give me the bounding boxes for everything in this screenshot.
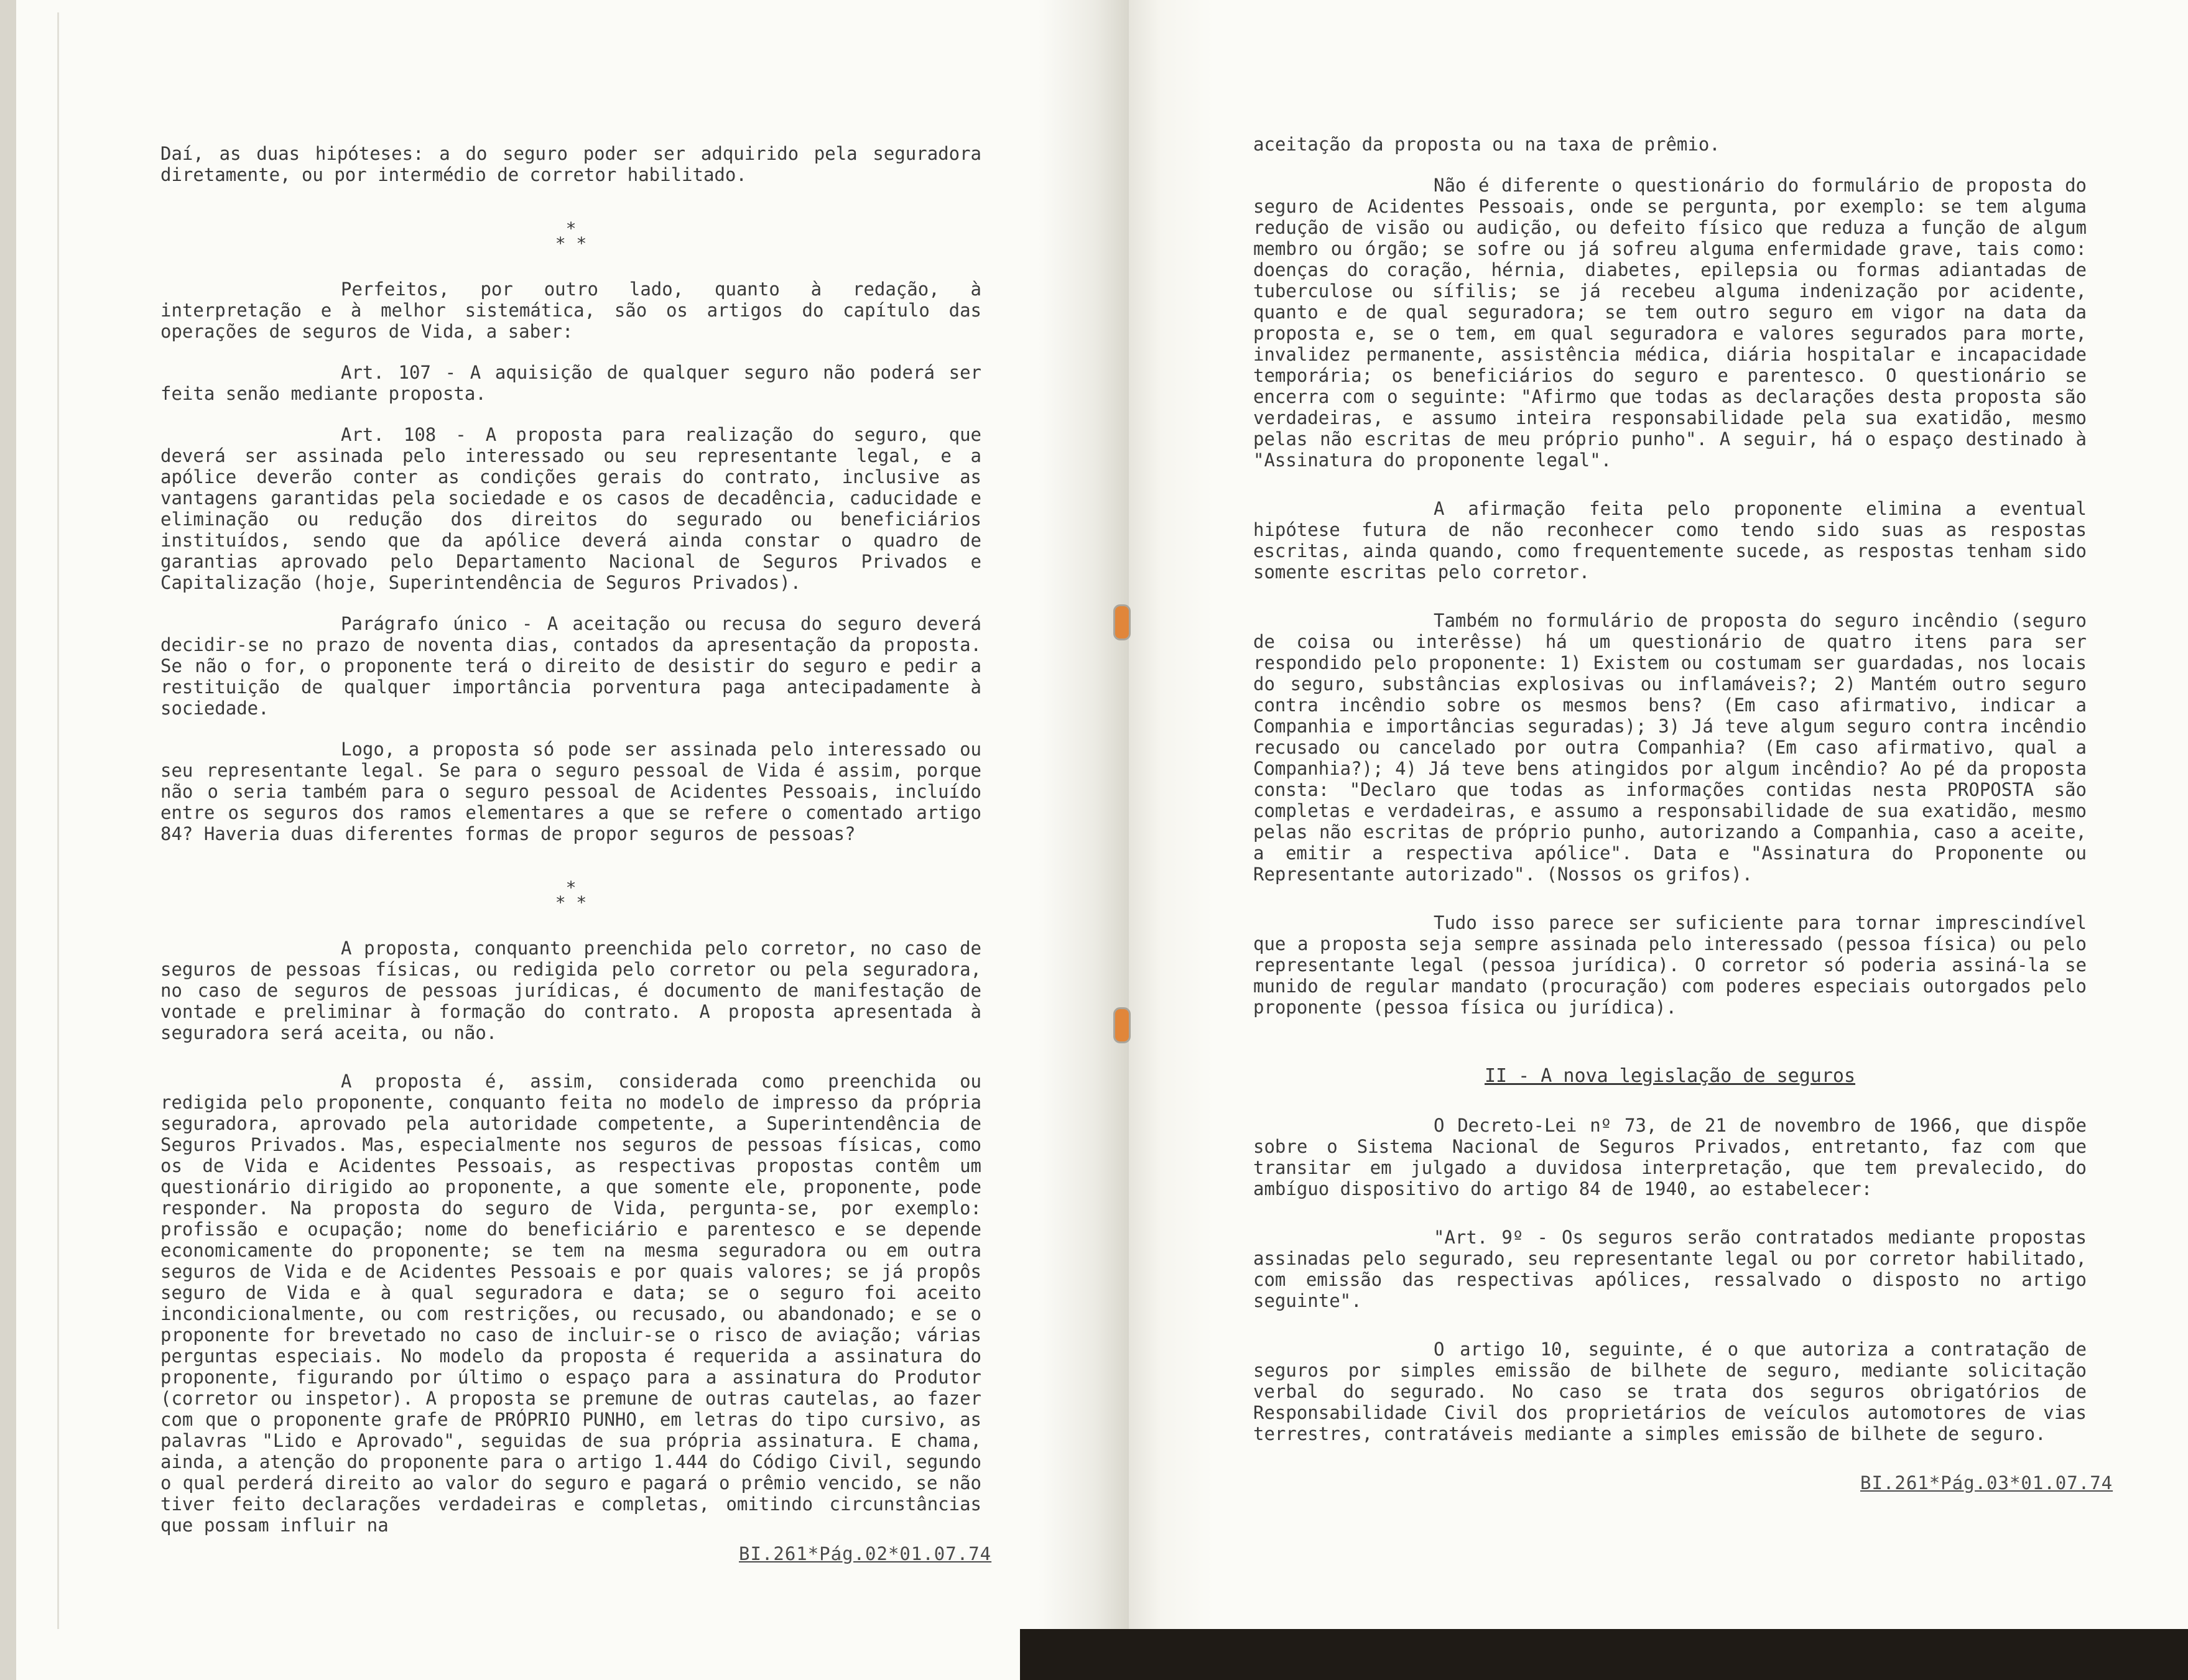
section-separator [160,877,981,913]
paragraph: Perfeitos, por outro lado, quanto à redação, à interpretação e à melhor sistemática, são os artigos do capítulo das operações de seguros de Vida, a saber: [160,279,981,342]
quoted-article-9: "Art. 9º - Os seguros serão contratados mediante propostas assinadas pelo segurado, seu representante legal ou por corretor habilitado, com emissão das respectivas apólices, ressalvado o disposto no artigo seguinte". [1253,1227,2087,1311]
page-footer: BI.261*Pág.02*01.07.74 [739,1543,992,1564]
right-page [1129,0,2188,1680]
paragraph: O Decreto-Lei nº 73, de 21 de novembro de 1966, que dispõe sobre o Sistema Nacional de Seguros Privados, entretanto, faz com que transitar em julgado a duvidosa interpretação, que tem prevalecido, do ambíguo dispositivo do artigo 84 de 1940, ao estabelecer: [1253,1115,2087,1199]
binder-ring [1113,604,1131,640]
paragraph: Logo, a proposta só pode ser assinada pelo interessado ou seu representante legal. Se para o seguro pessoal de Vida é assim, porque não o seria também para o seguro pessoal de Acidentes Pessoais, incluído entre os seguros dos ramos elementares a que se refere o comentado artigo 84? Haveria duas diferentes formas de propor seguros de pessoas? [160,739,981,844]
left-text-column [160,143,981,1536]
separator-star: * [565,218,577,239]
page-edge-line [57,12,59,1629]
separator-stars: * * [555,892,587,913]
paragraph: A proposta, conquanto preenchida pelo corretor, no caso de seguros de pessoas físicas, ou redigida pelo corretor ou pela seguradora, no caso de seguros de pessoas jurídicas, é documento de manifestação de vontade e preliminar à formação do contrato. A proposta apresentada à seguradora será aceita, ou não. [160,938,981,1043]
paragraph: Daí, as duas hipóteses: a do seguro poder ser adquirido pela seguradora diretamente, ou por intermédio de corretor habilitado. [160,143,981,185]
separator-star: * [565,877,577,898]
right-text-column [1253,134,2087,1444]
section-separator [160,218,981,254]
article-108: Art. 108 - A proposta para realização do seguro, que deverá ser assinada pelo interessado ou seu representante legal, e a apólice deverão conter as condições gerais do contrato, inclusive as vantagens garantidas pela sociedade e os casos de decadência, caducidade e eliminação ou redução dos direitos do segurado ou beneficiários instituídos, sendo que da apólice deverá ainda constar o quadro de garantias aprovado pelo Departamento Nacional de Seguros Privados e Capitalização (hoje, Superintendência de Seguros Privados). [160,424,981,593]
page-edge [0,0,16,1680]
paragraph: A proposta é, assim, considerada como preenchida ou redigida pelo proponente, conquanto feita no modelo de impresso da própria seguradora, aprovado pela autoridade competente, a Superintendência de Seguros Privados. Mas, especialmente nos seguros de pessoas físicas, como os de Vida e Acidentes Pessoais, as respectivas propostas contêm um questionário dirigido ao proponente, a que somente ele, proponente, pode responder. Na proposta do seguro de Vida, pergunta-se, por exemplo: profissão e ocupação; nome do beneficiário e parentesco e se depende economicamente do proponente; se tem na mesma seguradora ou em outra seguros de Vida e de Acidentes Pessoais e por quais valores; se já propôs seguro de Vida e à qual seguradora e data; se o seguro foi aceito incondicionalmente, ou com restrições, ou recusado, ou abandonado; e se o proponente for brevetado no caso de incluir-se o risco de aviação; várias perguntas especiais. No modelo da proposta é requerida a assinatura do proponente, figurando por último o espaço para a assinatura do Produtor (corretor ou inspetor). A proposta se premune de outras cautelas, ao fazer com que o proponente grafe de PRÓPRIO PUNHO, em letras do tipo cursivo, as palavras "Lido e Aprovado", seguidas de sua própria assinatura. E chama, ainda, a atenção do proponente para o artigo 1.444 do Código Civil, segundo o qual perderá direito ao valor do seguro e pagará o prêmio vencido, se não tiver feito declarações verdadeiras e completas, omitindo circunstâncias que possam influir na [160,1071,981,1536]
page-footer: BI.261*Pág.03*01.07.74 [1860,1472,2113,1493]
paragraph: Também no formulário de proposta do seguro incêndio (seguro de coisa ou interêsse) há um questionário de quatro itens para ser respondido pelo proponente: 1) Existem ou costumam ser guardadas, nos locais do seguro, substâncias explosivas ou inflamáveis?; 2) Mantém outro seguro contra incêndio sobre os mesmos bens? (Em caso afirmativo, indicar a Companhia e importâncias seguradas); 3) Já teve algum seguro contra incêndio recusado ou cancelado por outra Companhia? (Em caso afirmativo, qual a Companhia?); 4) Já teve bens atingidos por algum incêndio? Ao pé da proposta consta: "Declaro que todas as informações contidas nesta PROPOSTA são completas e verdadeiras, e assumo a responsabilidade de sua exatidão, mesmo pelas não escritas de próprio punho, autorizando a Companhia, caso a aceite, a emitir a respectiva apólice". Data e "Assinatura do Proponente ou Representante autorizado". (Nossos os grifos). [1253,610,2087,885]
article-107: Art. 107 - A aquisição de qualquer seguro não poderá ser feita senão mediante proposta. [160,362,981,404]
paragraph: Tudo isso parece ser suficiente para tornar imprescindível que a proposta seja sempre assinada pelo interessado (pessoa física) ou pelo representante legal (pessoa jurídica). O corretor só poderia assiná-la se munido de regular mandato (procuração) com poderes especiais outorgados pelo proponente (pessoa física ou jurídica). [1253,912,2087,1018]
paragraph: Não é diferente o questionário do formulário de proposta do seguro de Acidentes Pessoais, onde se pergunta, por exemplo: se tem alguma redução de visão ou audição, ou defeito físico que reduza a função de algum membro ou órgão; se sofre ou já sofreu alguma enfermidade grave, tais como: doenças do coração, hérnia, diabetes, epilepsia ou formas adiantadas de tuberculose ou sífilis; se já recebeu alguma indenização por acidente, quanto e de qual seguradora; se tem outro seguro em vigor na data da proposta e, se o tem, em qual seguradora e valores segurados para morte, invalidez permanente, assistência médica, diária hospitalar e incapacidade temporária; os beneficiários do seguro e parentesco. O questionário se encerra com o seguinte: "Afirmo que todas as declarações desta proposta são verdadeiras, e assumo inteira responsabilidade pela sua exatidão, mesmo pelas não escritas de meu próprio punho". A seguir, há o espaço destinado à "Assinatura do proponente legal". [1253,175,2087,471]
article-108-paragraph-unico: Parágrafo único - A aceitação ou recusa do seguro deverá decidir-se no prazo de noventa dias, contados da apresentação da proposta. Se não o for, o proponente terá o direito de desistir do seguro e pedir a restituição de qualquer importância porventura paga antecipadamente à sociedade. [160,613,981,719]
separator-stars: * * [555,233,587,254]
paragraph: O artigo 10, seguinte, é o que autoriza a contratação de seguros por simples emissão de bilhete de seguro, mediante solicitação verbal do segurado. No caso se trata dos seguros obrigatórios de Responsabilidade Civil dos proprietários de veículos automotores de vias terrestres, contratáveis mediante a simples emissão de bilhete de seguro. [1253,1339,2087,1444]
binder-ring [1113,1007,1131,1043]
section-heading [1253,1065,2087,1087]
paragraph: A afirmação feita pelo proponente elimina a eventual hipótese futura de não reconhecer como tendo sido suas as respostas escritas, ainda quando, como frequentemente sucede, as respostas tenham sido somente escritas pelo corretor. [1253,498,2087,583]
scan-shadow [1020,1629,2188,1680]
section-heading-text: II - A nova legislação de seguros [1484,1065,1856,1087]
paragraph: aceitação da proposta ou na taxa de prêmio. [1253,134,1720,155]
